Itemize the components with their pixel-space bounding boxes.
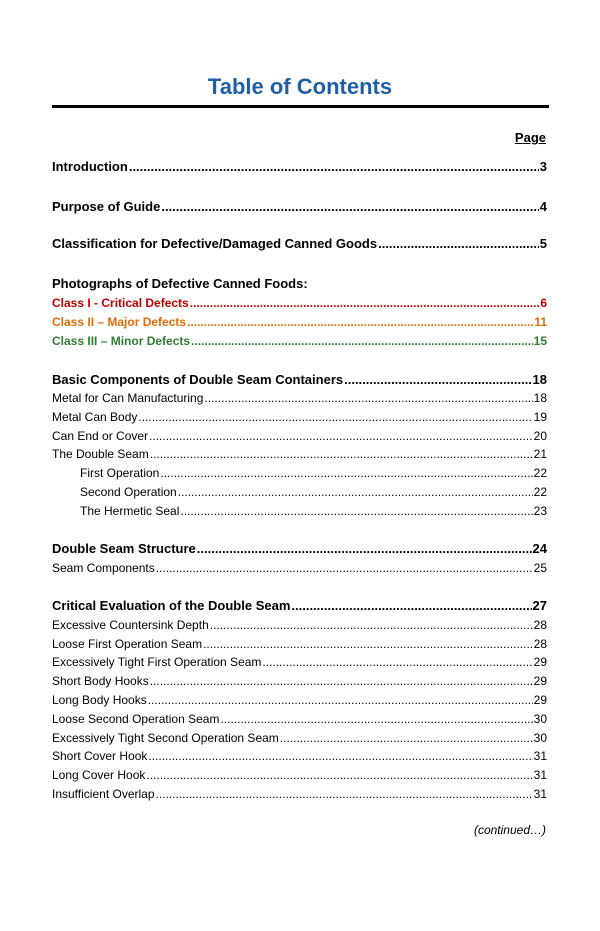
toc-entry-page: 11 [534,315,547,329]
toc-entry-classification[interactable] [52,236,547,251]
toc-entry-label: Excessive Countersink Depth [52,618,209,632]
dot-leader [187,315,533,329]
toc-entry-label: Can End or Cover [52,429,149,443]
dot-leader [138,410,532,424]
toc-entry-label: Basic Components of Double Seam Containers [52,372,344,387]
toc-entry-page: 15 [533,334,547,348]
toc-entry-page: 27 [532,598,547,613]
dot-leader [344,372,531,387]
toc-entry[interactable] [52,637,547,651]
dot-leader [129,159,539,174]
dot-leader [203,637,533,651]
dot-leader [210,618,533,632]
toc-entry-label: Long Cover Hook [52,768,146,782]
dot-leader [197,541,532,556]
toc-section-critical-evaluation[interactable] [52,598,547,613]
toc-entry-label: Purpose of Guide [52,199,161,214]
toc-entry[interactable] [52,485,547,499]
toc-entry-purpose[interactable] [52,199,547,214]
toc-section-basic-components[interactable] [52,372,547,387]
toc-entry-page: 21 [533,447,547,461]
toc-entry-label: The Hermetic Seal [52,504,179,518]
toc-entry-label: Class III – Minor Defects [52,334,191,348]
toc-entry-label: First Operation [52,466,159,480]
dot-leader [378,236,539,251]
toc-entry[interactable] [52,787,547,801]
toc-entry-label: Seam Components [52,561,155,575]
toc-entry-page: 25 [533,561,547,575]
toc-entry-page: 30 [533,731,547,745]
toc-entry[interactable] [52,674,547,688]
toc-entry-label: Insufficient Overlap [52,787,155,801]
toc-entry[interactable] [52,749,547,763]
toc-entry-page: 31 [533,749,547,763]
photos-heading: Photographs of Defective Canned Foods: [52,276,308,291]
toc-entry-page: 18 [532,372,547,387]
toc-entry-class-2[interactable] [52,315,547,329]
toc-entry[interactable] [52,447,547,461]
toc-entry-page: 19 [533,410,547,424]
toc-entry-page: 29 [533,655,547,669]
toc-entry-label: Loose Second Operation Seam [52,712,220,726]
dot-leader [150,447,533,461]
toc-entry-label: Class I - Critical Defects [52,296,189,310]
toc-entry-page: 22 [533,466,547,480]
toc-entry[interactable] [52,466,547,480]
toc-entry-label: Introduction [52,159,128,174]
dot-leader [148,749,532,763]
toc-entry-page: 28 [533,618,547,632]
dot-leader [220,712,532,726]
toc-entry-page: 4 [539,199,547,214]
dot-leader [180,504,532,518]
continued-note: (continued…) [473,823,546,837]
toc-entry-label: Short Body Hooks [52,674,149,688]
dot-leader [156,787,533,801]
toc-entry-label: Classification for Defective/Damaged Canned Goods [52,236,378,251]
toc-entry-page: 31 [533,768,547,782]
toc-entry-page: 28 [533,637,547,651]
dot-leader [190,296,540,310]
dot-leader [160,466,532,480]
toc-entry-page: 30 [533,712,547,726]
toc-entry-label: Excessively Tight First Operation Seam [52,655,262,669]
toc-entry-page: 29 [533,674,547,688]
toc-entry[interactable] [52,655,547,669]
toc-entry-label: Long Body Hooks [52,693,147,707]
toc-entry-page: 22 [533,485,547,499]
toc-entry-page: 18 [533,391,547,405]
toc-entry-introduction[interactable] [52,159,547,174]
title-rule [52,105,549,108]
dot-leader [204,391,532,405]
toc-entry-label: Loose First Operation Seam [52,637,203,651]
toc-entry[interactable] [52,618,547,632]
toc-entry-class-1[interactable] [52,296,547,310]
toc-entry[interactable] [52,391,547,405]
toc-entry[interactable] [52,561,547,575]
toc-entry-page: 20 [533,429,547,443]
dot-leader [149,429,533,443]
dot-leader [156,561,533,575]
toc-entry-page: 31 [533,787,547,801]
dot-leader [148,693,533,707]
dot-leader [191,334,533,348]
page-title: Table of Contents [207,74,393,99]
toc-entry-page: 23 [533,504,547,518]
dot-leader [291,598,531,613]
dot-leader [146,768,532,782]
toc-entry[interactable] [52,712,547,726]
toc-entry-class-3[interactable] [52,334,547,348]
toc-entry-page: 3 [539,159,547,174]
toc-entry-label: Second Operation [52,485,177,499]
dot-leader [178,485,533,499]
dot-leader [262,655,532,669]
toc-entry-label: Double Seam Structure [52,541,196,556]
toc-entry[interactable] [52,693,547,707]
toc-entry[interactable] [52,731,547,745]
toc-entry-page: 24 [532,541,547,556]
toc-section-double-seam-structure[interactable] [52,541,547,556]
toc-entry-label: Metal Can Body [52,410,138,424]
toc-entry-label: Short Cover Hook [52,749,148,763]
dot-leader [150,674,533,688]
toc-entry-label: The Double Seam [52,447,149,461]
toc-entry-page: 6 [540,296,547,310]
toc-entry-label: Metal for Can Manufacturing [52,391,204,405]
toc-entry[interactable] [52,768,547,782]
page-column-header: Page [514,130,546,145]
toc-entry-label: Critical Evaluation of the Double Seam [52,598,291,613]
toc-entry-label: Excessively Tight Second Operation Seam [52,731,279,745]
toc-entry[interactable] [52,410,547,424]
toc-entry-page: 5 [539,236,547,251]
toc-entry-label: Class II – Major Defects [52,315,187,329]
toc-entry[interactable] [52,504,547,518]
toc-entry-page: 29 [533,693,547,707]
dot-leader [280,731,533,745]
dot-leader [161,199,538,214]
toc-entry[interactable] [52,429,547,443]
